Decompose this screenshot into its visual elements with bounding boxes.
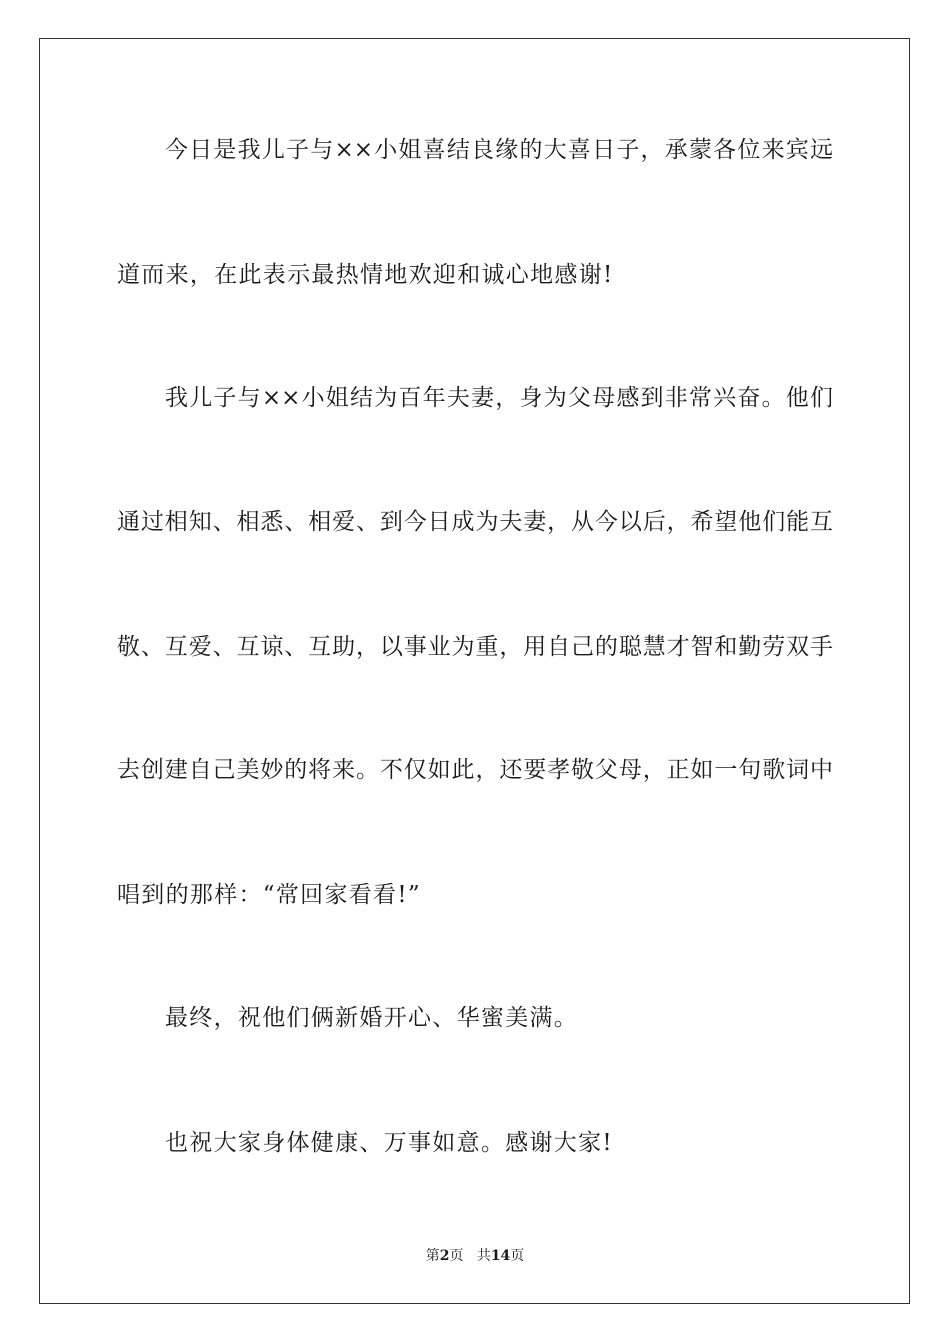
paragraph-2-line-1: 我儿子与××小姐结为百年夫妻，身为父母感到非常兴奋。他们: [165, 385, 833, 411]
page-border: [39, 38, 910, 1304]
paragraph-2-line-3: 敬、互爱、互谅、互助，以事业为重，用自己的聪慧才智和勤劳双手: [117, 634, 833, 660]
paragraph-2-line-5: 唱到的那样：“常回家看看!”: [117, 882, 421, 908]
paragraph-1-line-1: 今日是我儿子与××小姐喜结良缘的大喜日子，承蒙各位来宾远: [165, 137, 833, 163]
paragraph-4: 也祝大家身体健康、万事如意。感谢大家!: [165, 1130, 613, 1156]
paragraph-3: 最终，祝他们俩新婚开心、华蜜美满。: [165, 1005, 579, 1031]
footer-total-prefix: 共: [476, 1248, 491, 1264]
footer-page-suffix: 页: [449, 1248, 464, 1264]
footer-total-pages: 14: [490, 1248, 511, 1264]
page-footer: [0, 1247, 950, 1265]
paragraph-2-line-2: 通过相知、相悉、相爱、到今日成为夫妻，从今以后，希望他们能互: [117, 509, 833, 535]
footer-total-suffix: 页: [510, 1248, 525, 1264]
footer-page-number: 2: [439, 1248, 450, 1264]
paragraph-1-line-2: 道而来，在此表示最热情地欢迎和诚心地感谢!: [117, 262, 614, 288]
paragraph-2-line-4: 去创建自己美妙的将来。不仅如此，还要孝敬父母，正如一句歌词中: [117, 757, 833, 783]
footer-prefix: 第: [425, 1248, 440, 1264]
